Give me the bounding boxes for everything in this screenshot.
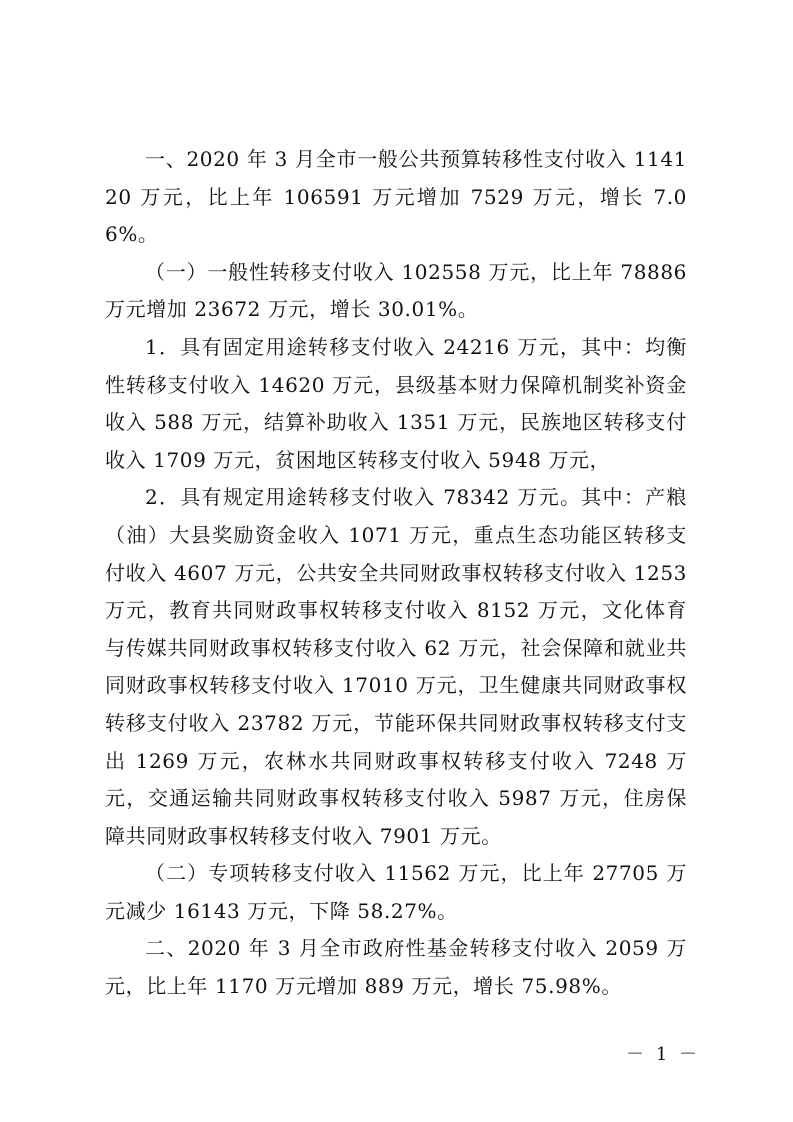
paragraph-general-transfer: （一）一般性转移支付收入 102558 万元，比上年 78886 万元增加 23672 万元，增长 30.01%。 <box>105 259 687 322</box>
page-number: － 1 － <box>626 1044 700 1065</box>
paragraph-specified-use-transfer: 2．具有规定用途转移支付收入 78342 万元。其中：产粮（油）大县奖励资金收入 1071 万元，重点生态功能区转移支付收入 4607 万元，公共安全共同财政事权转移支付收入 1253 万元，教育共同财政事权转移支付收入 8152 万元，文化体育与传媒共同财政事权转移支付收入 62 万元，社会保障和就业共同财政事权转移支付收入 17010 万元，卫生健康共同财政事权转移支付收入 23782 万元，节能环保共同财政事权转移支付支出 1269 万元，农林水共同财政事权转移支付收入 7248 万元，交通运输共同财政事权转移支付收入 5987 万元，住房保障共同财政事权转移支付收入 7901 万元。 <box>105 485 687 848</box>
document-body <box>105 141 687 1006</box>
paragraph-government-fund-transfer: 二、2020 年 3 月全市政府性基金转移支付收入 2059 万元，比上年 1170 万元增加 889 万元，增长 75.98%。 <box>105 936 687 999</box>
paragraph-fixed-use-transfer: 1．具有固定用途转移支付收入 24216 万元，其中：均衡性转移支付收入 14620 万元，县级基本财力保障机制奖补资金收入 588 万元，结算补助收入 1351 万元，民族地区转移支付收入 1709 万元，贫困地区转移支付收入 5948 万元， <box>105 334 687 472</box>
paragraph-special-transfer: （二）专项转移支付收入 11562 万元，比上年 27705 万元减少 16143 万元，下降 58.27%。 <box>105 861 687 923</box>
paragraph-general-budget-transfer: 一、2020 年 3 月全市一般公共预算转移性支付收入 114120 万元，比上年 106591 万元增加 7529 万元，增长 7.06%。 <box>105 147 687 247</box>
